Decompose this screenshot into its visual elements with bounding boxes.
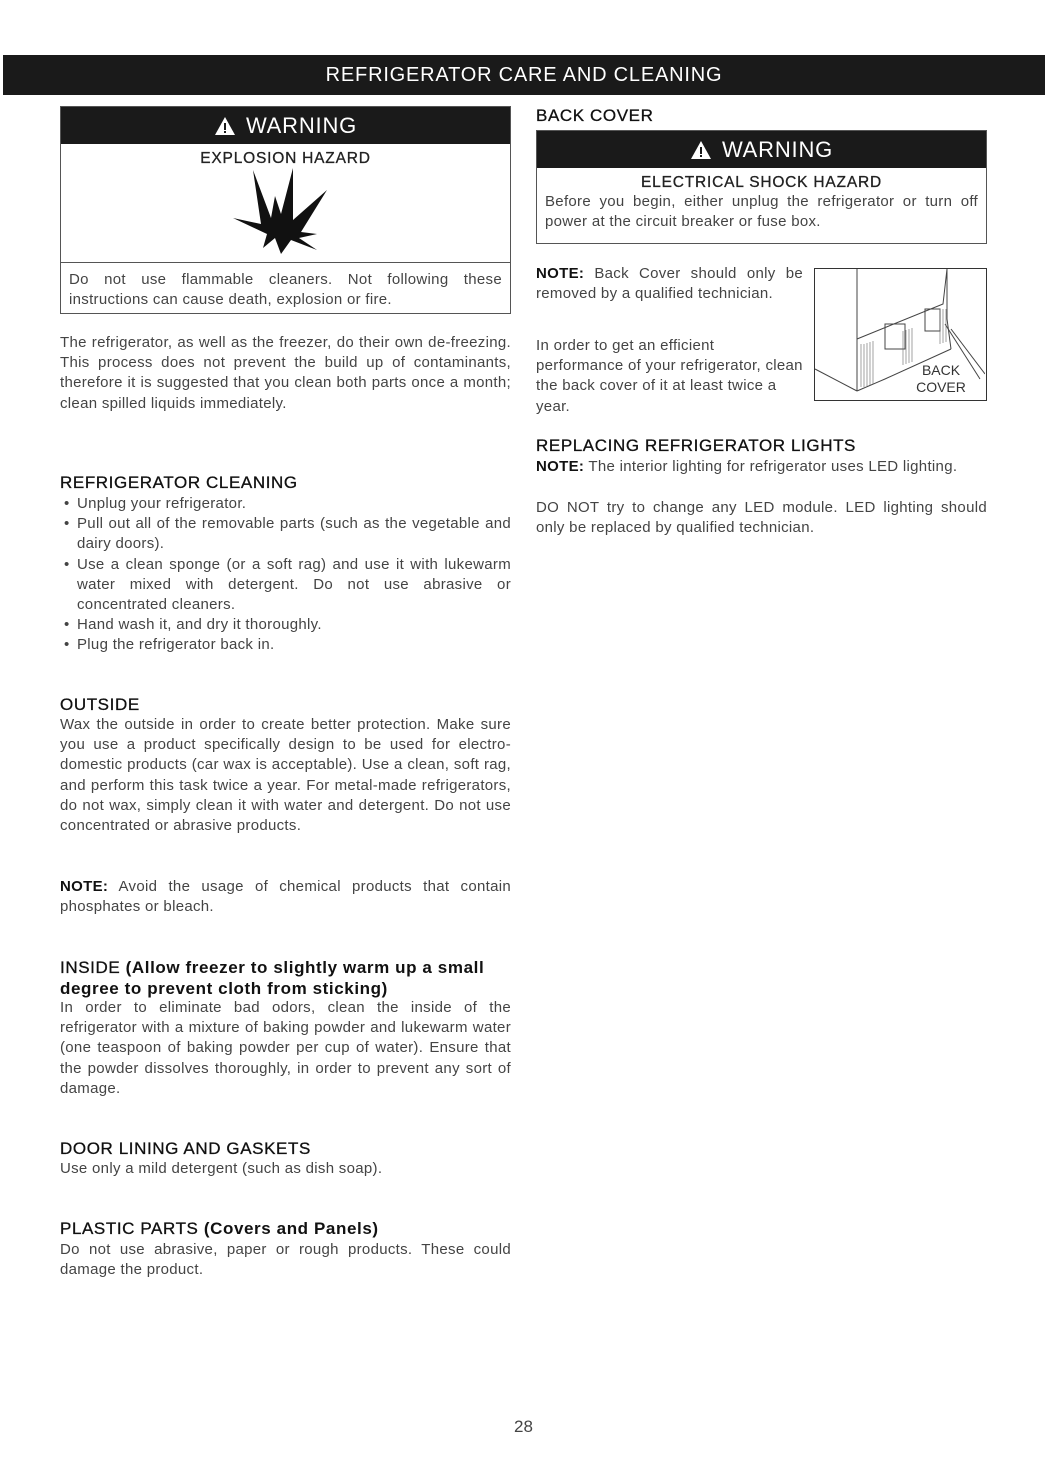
list-item: • Hand wash it, and dry it thoroughly. [60,615,511,635]
back-cover-paragraph: In order to get an efficient performance of your refrigerator, clean the back cover of it at least twice a year. [536,337,803,415]
warning-header [61,107,510,144]
intro-paragraph: The refrigerator, as well as the freezer, do their own de-freezing. This process does not prevent the build up of contaminants, therefore it is suggested that you clean both parts once a month; clean spilled liquids immediately. [60,334,511,412]
warning-text: Before you begin, either unplug the refrigerator or turn off power at the circuit breaker or fuse box. [545,193,978,231]
warning-triangle-icon [690,134,712,172]
explosion-icon [61,168,510,258]
list-item: • Plug the refrigerator back in. [60,635,511,655]
note-label: NOTE: [536,458,585,475]
page-number: 28 [514,1417,533,1436]
figure-label-line: BACK [921,362,961,378]
refrigerator-cleaning-heading: REFRIGERATOR CLEANING [60,473,298,492]
page-title: REFRIGERATOR CARE AND CLEANING [3,55,1045,95]
warning-label: WARNING [721,137,834,162]
warning-header [537,131,986,168]
list-item: • Unplug your refrigerator. [60,494,511,514]
plastic-paragraph: Do not use abrasive, paper or rough products. These could damage the product. [60,1241,511,1279]
outside-heading: OUTSIDE [60,695,140,714]
cleaning-steps-list [60,494,511,656]
heading-note: (Covers and Panels) [198,1219,379,1238]
inside-heading [60,957,511,999]
inside-paragraph: In order to eliminate bad odors, clean the inside of the refrigerator with a mixture of baking powder and lukewarm water (one teaspoon of baking powder per cup of water). Ensure that the powder dissolves thoroughly, in order to prevent any sort of damage. [60,999,511,1097]
note-label: NOTE: [60,878,109,895]
note-text: The interior lighting for refrigerator uses LED lighting. [584,458,958,475]
lights-paragraph: DO NOT try to change any LED module. LED lighting should only be replaced by qualified technician. [536,499,987,537]
warning-text: Do not use flammable cleaners. Not following these instructions can cause death, explosion or fire. [69,271,502,309]
plastic-heading [60,1218,511,1239]
lights-note [536,457,987,477]
door-heading: DOOR LINING AND GASKETS [60,1139,311,1158]
list-item: • Use a clean sponge (or a soft rag) and use it with lukewarm water mixed with detergent. Do not use abrasive or concentrated cleaners. [60,555,511,616]
note-label: NOTE: [536,265,585,282]
lights-heading: REPLACING REFRIGERATOR LIGHTS [536,436,856,455]
shock-warning-box [536,130,987,244]
note-text: Back Cover should only be removed by a qualified technician. [536,265,803,303]
heading-text: INSIDE [60,958,121,977]
heading-text: PLASTIC PARTS [60,1219,199,1238]
list-item: • Pull out all of the removable parts (such as the vegetable and dairy doors). [60,514,511,554]
heading-note: (Allow freezer to slightly warm up a small degree to prevent cloth from sticking) [60,958,485,998]
figure-label-line: COVER [916,379,966,395]
outside-paragraph: Wax the outside in order to create better protection. Make sure you use a product specifically design to be used for electro-domestic products (car wax is acceptable). Use a clean, soft rag, and perform this task twice a year. For metal-made refrigerators, do not wax, simply clean it with water and detergent. Do not use concentrated or abrasive products. [60,716,511,835]
back-cover-note [536,264,803,304]
note-text: Avoid the usage of chemical products that contain phosphates or bleach. [60,878,511,916]
back-cover-heading: BACK COVER [536,106,654,125]
warning-label: WARNING [245,113,358,138]
outside-note [60,877,511,917]
back-cover-figure [814,268,987,401]
hazard-title: EXPLOSION HAZARD [200,150,371,167]
door-paragraph: Use only a mild detergent (such as dish soap). [60,1160,383,1177]
explosion-warning-box [60,106,511,314]
figure-label [911,362,971,396]
hazard-title: ELECTRICAL SHOCK HAZARD [641,174,882,191]
warning-triangle-icon [214,110,236,148]
